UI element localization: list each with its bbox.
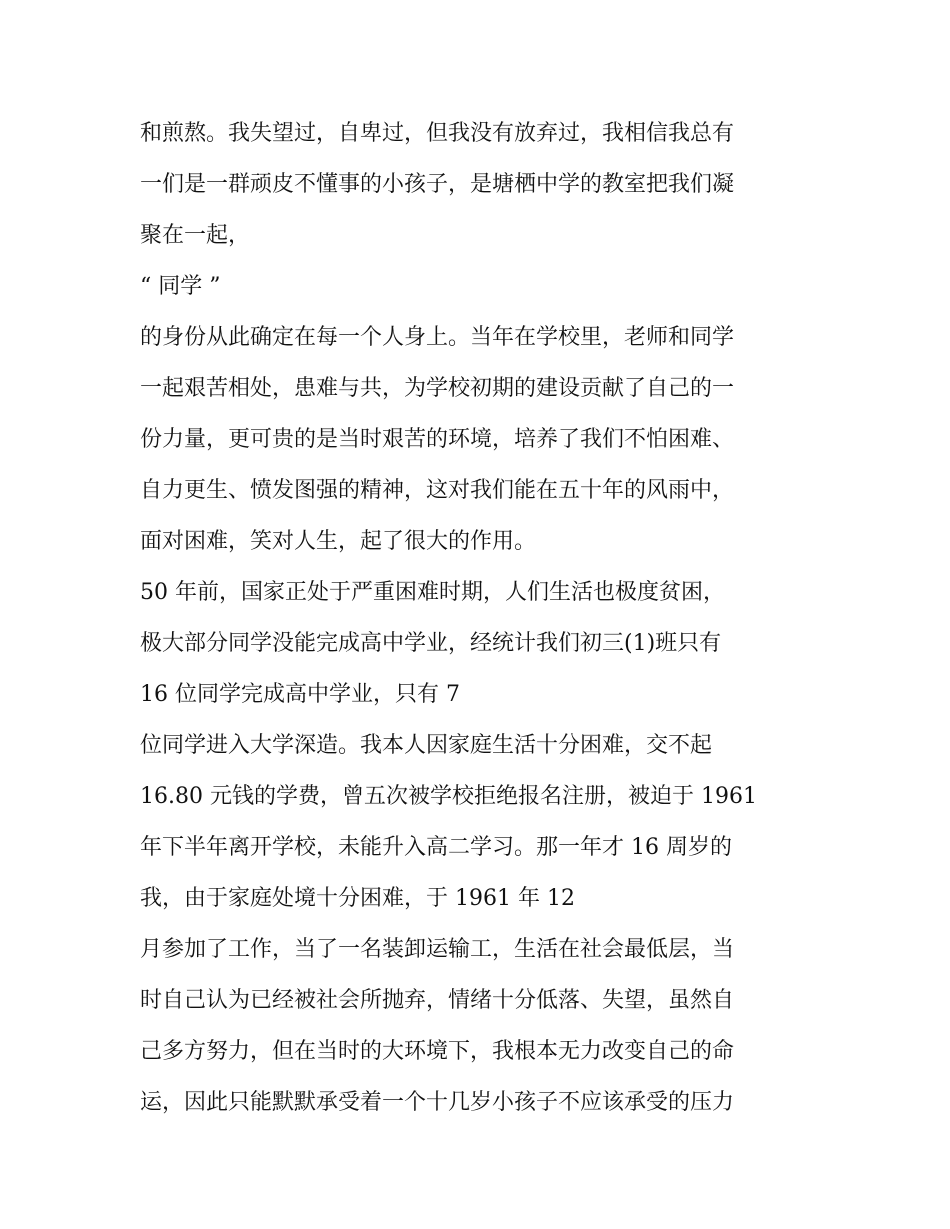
text-line: 月参加了工作，当了一名装卸运输工，生活在社会最低层，当 [140,937,735,962]
text-line: 一们是一群顽皮不懂事的小孩子，是塘栖中学的教室把我们凝 [140,172,735,197]
text-line: 位同学进入大学深造。我本人因家庭生活十分困难，交不起 [140,733,713,758]
text-line: 己多方努力，但在当时的大环境下，我根本无力改变自己的命 [140,1039,735,1064]
text-line: 年下半年离开学校，未能升入高二学习。那一年才 16 周岁的 [140,835,732,860]
text-line: 聚在一起， [140,223,251,248]
text-line: 50 年前，国家正处于严重困难时期，人们生活也极度贫困， [140,580,725,605]
text-line: 我，由于家庭处境十分困难，于 1961 年 12 [140,886,575,911]
text-line: 和煎熬。我失望过，自卑过，但我没有放弃过，我相信我总有 [140,121,735,146]
text-line: 16.80 元钱的学费，曾五次被学校拒绝报名注册，被迫于 1961 [140,784,757,809]
text-line: 极大部分同学没能完成高中学业，经统计我们初三(1)班只有 [140,631,722,656]
text-line: 自力更生、愤发图强的精神，这对我们能在五十年的风雨中， [140,478,735,503]
text-line: 份力量，更可贵的是当时艰苦的环境，培养了我们不怕困难、 [140,427,735,452]
text-line: 的身份从此确定在每一个人身上。当年在学校里，老师和同学 [140,325,735,350]
text-line: “ 同学 ” [140,274,221,299]
text-line: 时自己认为已经被社会所抛弃，情绪十分低落、失望，虽然自 [140,988,735,1013]
body-text [140,108,820,1128]
text-line: 16 位同学完成高中学业，只有 7 [140,682,460,707]
text-line: 运，因此只能默默承受着一个十几岁小孩子不应该承受的压力 [140,1090,735,1115]
text-line: 面对困难，笑对人生，起了很大的作用。 [140,529,537,554]
text-line: 一起艰苦相处，患难与共，为学校初期的建设贡献了自己的一 [140,376,735,401]
